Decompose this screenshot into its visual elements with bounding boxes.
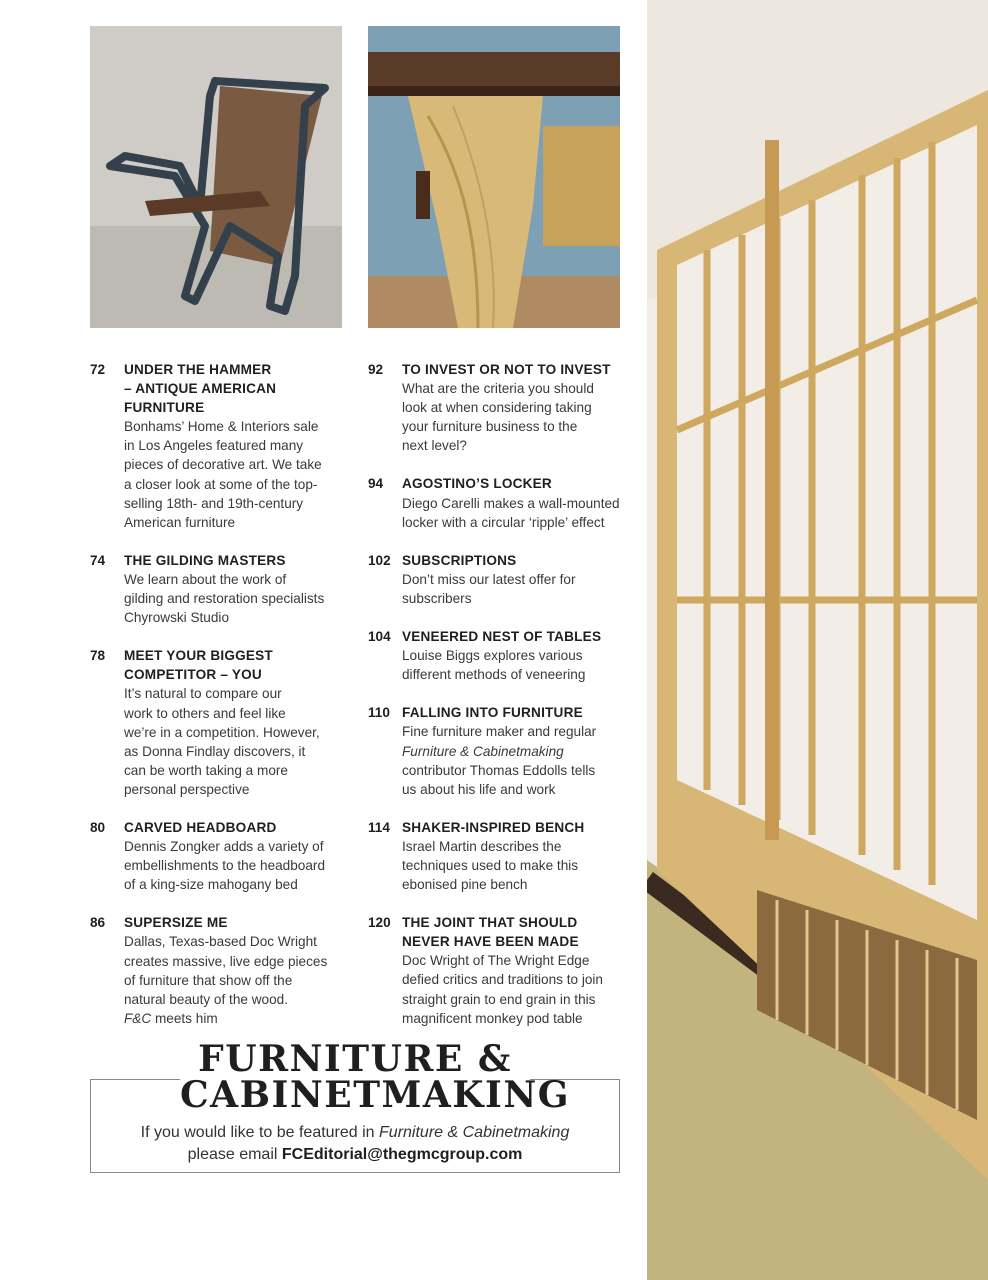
page-number: 94 (368, 476, 384, 492)
entry-description: Don’t miss our latest offer for subscribers (402, 571, 576, 606)
entry-title: AGOSTINO’S LOCKER (402, 476, 552, 492)
entry-description: It’s natural to compare our work to others and feel like we’re in a competition. However, as Donna Findlay discovers, it can be worth taking a more personal perspective (124, 686, 320, 797)
page-number: 110 (368, 705, 390, 721)
entry-description: Doc Wright of The Wright Edge defied critics and traditions to join straight grain to end grain in this magnificent monkey pod table (402, 953, 603, 1026)
page-number: 102 (368, 552, 391, 568)
contents-entry[interactable] (368, 818, 630, 894)
page-number: 92 (368, 362, 384, 377)
page-number: 72 (90, 362, 106, 377)
entry-description: Fine furniture maker and regular Furniture & Cabinetmaking contributor Thomas Eddolls tells us about his life and work (402, 724, 597, 797)
contents-entry[interactable] (90, 818, 348, 894)
entry-description: Dennis Zongker adds a variety of embellishments to the headboard of a king-size mahogany bed (124, 839, 326, 893)
contents-entry[interactable] (90, 913, 348, 1028)
contents-entry[interactable] (368, 360, 630, 455)
entry-title: SUBSCRIPTIONS (402, 552, 517, 568)
entry-description: Israel Martin describes the techniques used to make this ebonised pine bench (402, 838, 579, 893)
page-number: 78 (90, 648, 106, 664)
shoji-doors-photo (647, 0, 988, 1280)
entry-description: Dallas, Texas-based Doc Wright creates massive, live edge pieces of furniture that show off the natural beauty of the wood. F&C meets him (124, 934, 328, 1026)
entry-description: What are the criteria you should look at when considering taking your furniture business to the next level? (402, 381, 594, 454)
contents-entry[interactable] (368, 703, 630, 798)
table-joint-photo (368, 26, 620, 328)
entry-title: UNDER THE HAMMER – ANTIQUE AMERICAN FURNITURE (124, 362, 277, 416)
masthead-call-to-action: If you would like to be featured in Furniture & Cabinetmaking please email FCEditorial@thegmcgroup.com (140, 1124, 570, 1163)
page-number: 74 (90, 552, 106, 568)
entry-title: THE GILDING MASTERS (124, 552, 286, 568)
entry-title: SUPERSIZE ME (124, 915, 228, 931)
contents-entry[interactable] (368, 551, 630, 608)
entry-title: FALLING INTO FURNITURE (402, 705, 583, 721)
contents-entry[interactable] (90, 646, 348, 799)
entry-description: Diego Carelli makes a wall-mounted locker with a circular ‘ripple’ effect (402, 495, 620, 530)
page-number: 104 (368, 629, 391, 645)
contents-entry[interactable] (90, 551, 348, 627)
page-number: 114 (368, 819, 390, 835)
entry-title: TO INVEST OR NOT TO INVEST (402, 362, 611, 377)
entry-title: THE JOINT THAT SHOULD NEVER HAVE BEEN MADE (402, 915, 579, 950)
entry-description: Louise Biggs explores various different methods of veneering (402, 648, 586, 683)
contents-column-right (368, 360, 630, 1028)
entry-description: Bonhams’ Home & Interiors sale in Los Angeles featured many pieces of decorative art. We take a closer look at some of the top- selling 18th- and 19th-century American furniture (124, 419, 322, 530)
chair-photo (90, 26, 342, 328)
masthead-title: FURNITURE & CABINETMAKING (180, 1038, 571, 1116)
contents-column-left (90, 360, 348, 1028)
entry-title: CARVED HEADBOARD (124, 819, 277, 835)
page-number: 80 (90, 819, 106, 835)
entry-title: VENEERED NEST OF TABLES (402, 629, 602, 645)
entry-title: SHAKER-INSPIRED BENCH (402, 819, 585, 835)
email-link[interactable]: FCEditorial@thegmcgroup.com (281, 1146, 523, 1163)
entry-description: We learn about the work of gilding and restoration specialists Chyrowski Studio (124, 571, 325, 626)
contents-entry[interactable] (368, 474, 630, 531)
contents-entry[interactable] (368, 627, 630, 684)
contents-entry[interactable] (90, 360, 348, 532)
entry-title: MEET YOUR BIGGEST COMPETITOR – YOU (124, 648, 273, 683)
page-number: 120 (368, 915, 391, 931)
page-number: 86 (90, 915, 106, 931)
contents-entry[interactable] (368, 913, 630, 1028)
